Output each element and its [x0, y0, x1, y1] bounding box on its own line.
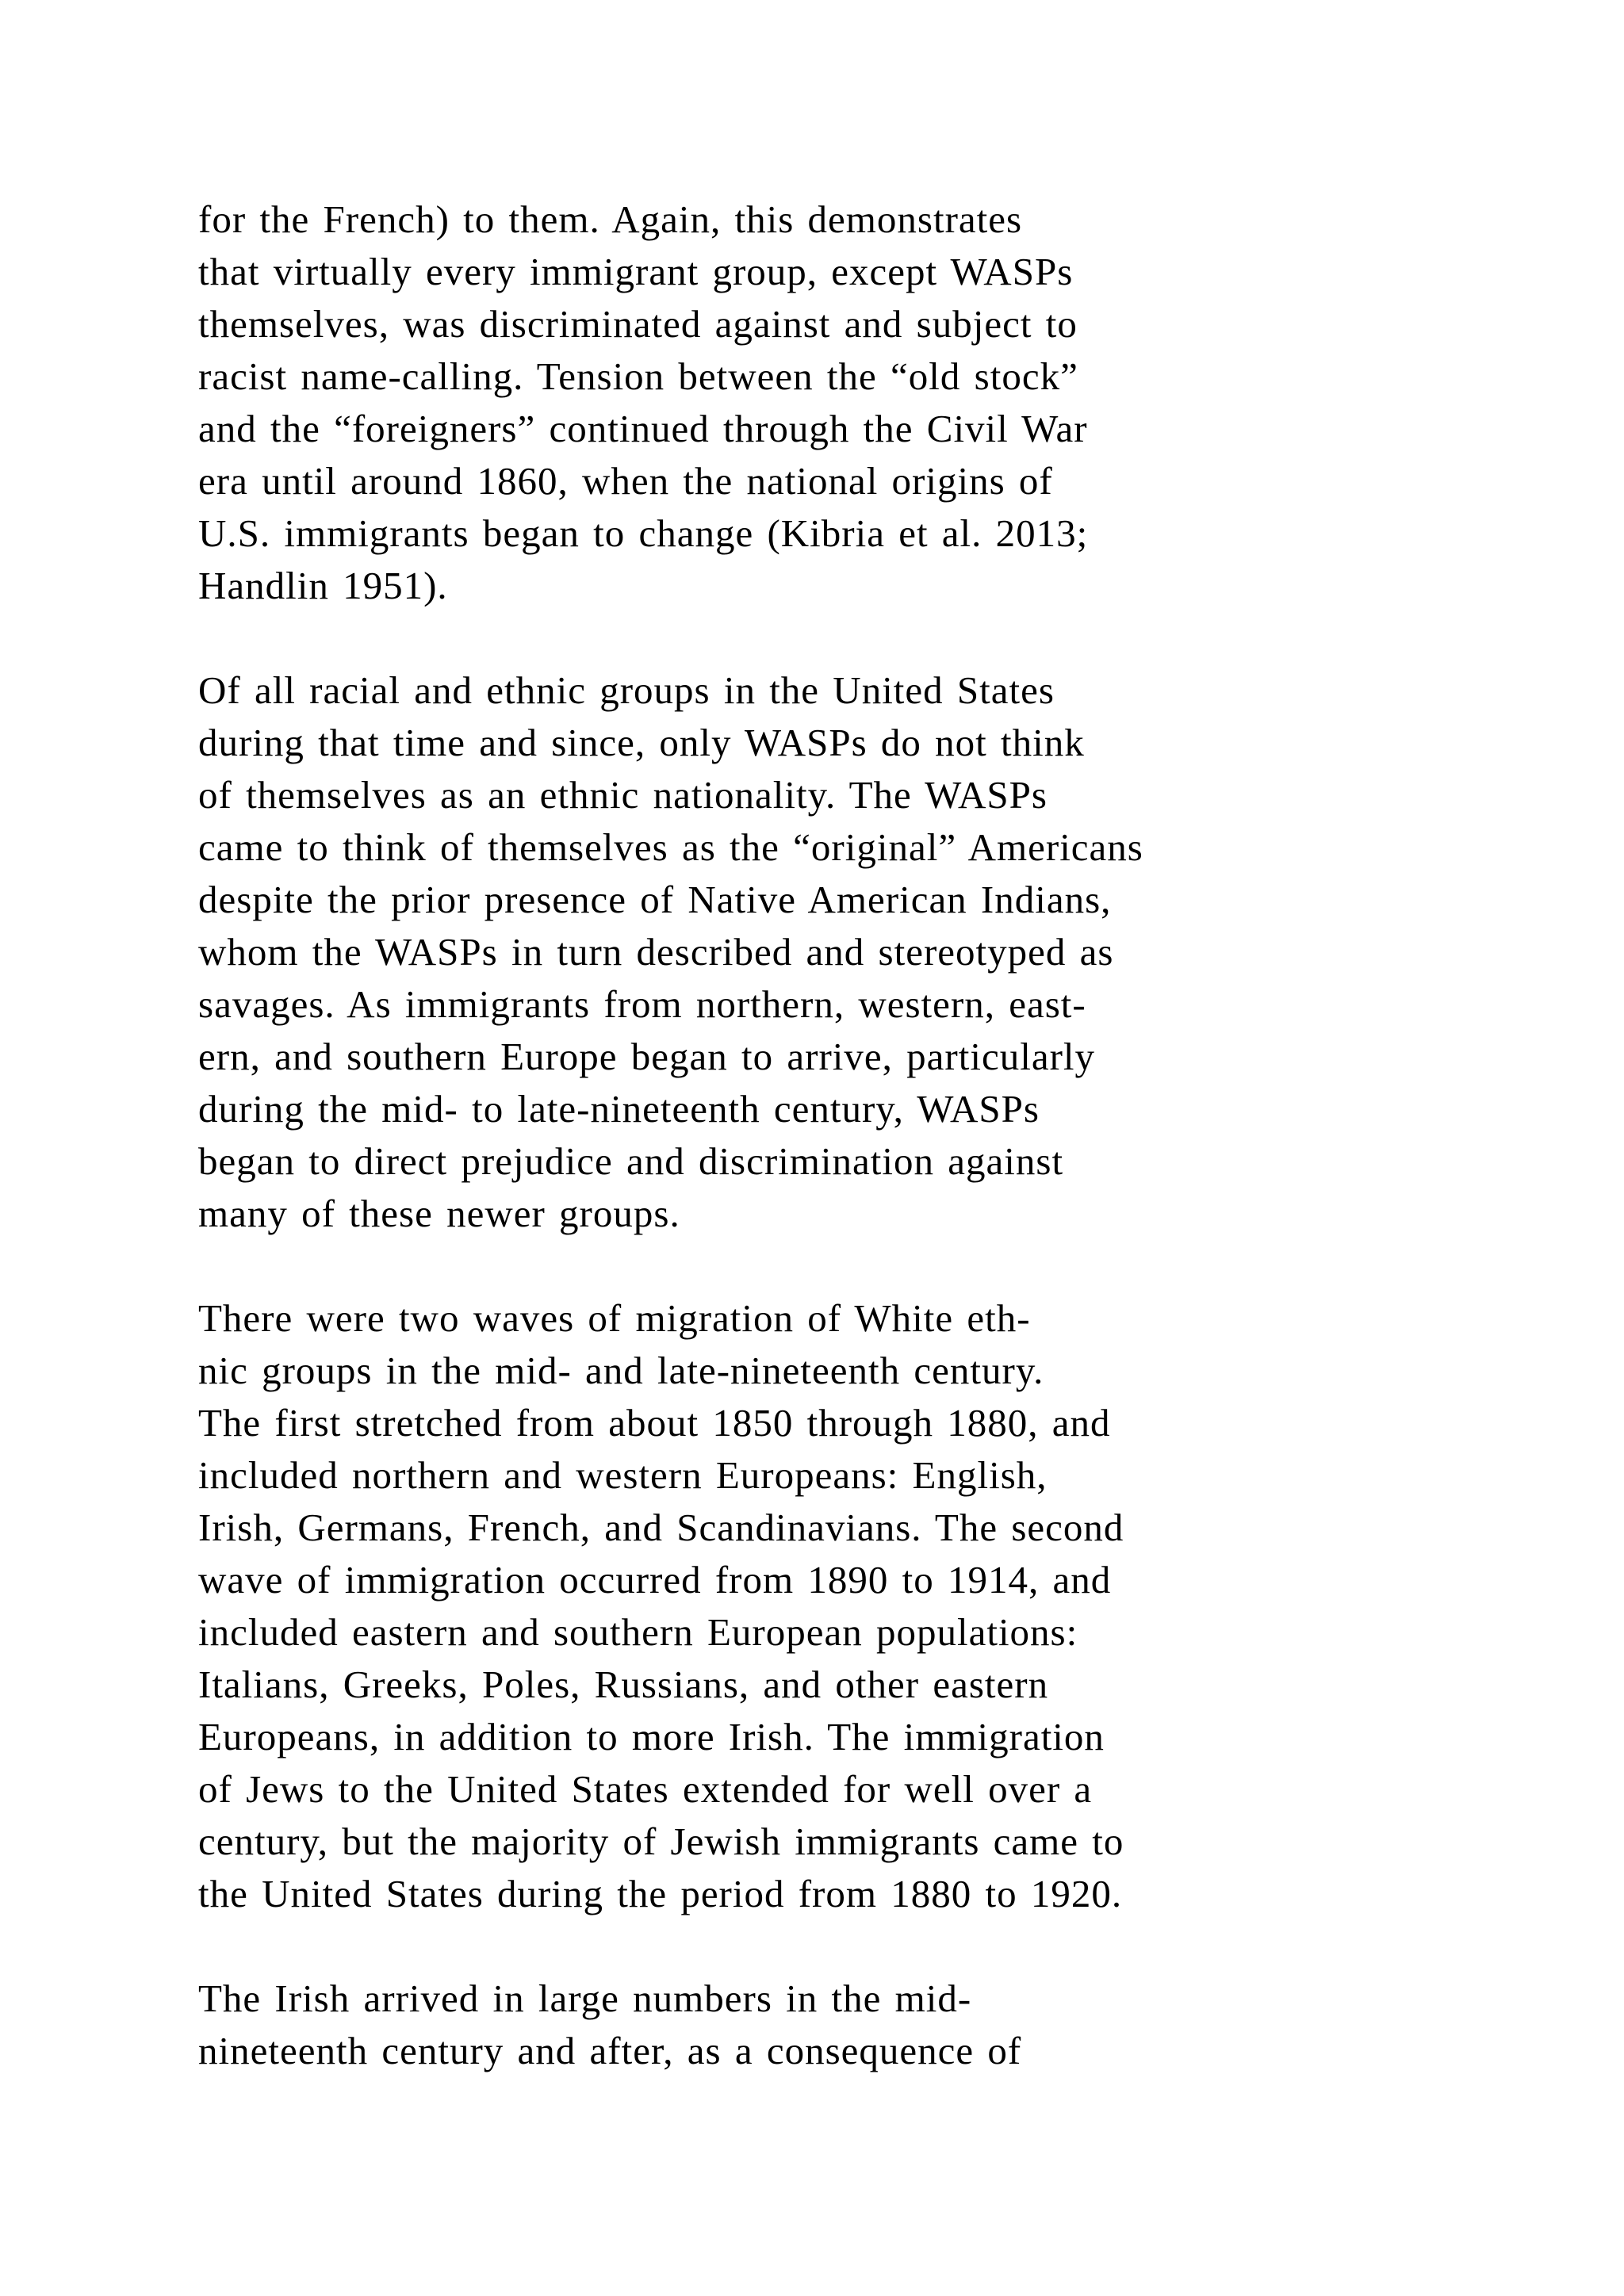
text-line: during the mid- to late-nineteenth century, WASPs [198, 1087, 1040, 1131]
paragraph-spacer [198, 1240, 1546, 1292]
paragraph-2 [198, 664, 1546, 1240]
text-line: of Jews to the United States extended for well over a [198, 1767, 1093, 1811]
text-line: century, but the majority of Jewish immigrants came to [198, 1820, 1124, 1863]
text-line: The first stretched from about 1850 through 1880, and [198, 1401, 1111, 1445]
text-line: ern, and southern Europe began to arrive, particularly [198, 1035, 1096, 1078]
paragraph-spacer [198, 1920, 1546, 1973]
paragraph-4 [198, 1973, 1546, 2077]
text-line: The Irish arrived in large numbers in the mid- [198, 1976, 972, 2020]
text-line: that virtually every immigrant group, except WASPs [198, 250, 1074, 293]
text-line: and the “foreigners” continued through the Civil War [198, 407, 1088, 450]
text-line: included eastern and southern European populations: [198, 1610, 1078, 1654]
text-line: nineteenth century and after, as a consequence of [198, 2029, 1022, 2072]
text-line: many of these newer groups. [198, 1192, 680, 1235]
text-line: nic groups in the mid- and late-nineteenth century. [198, 1349, 1044, 1392]
text-line: during that time and since, only WASPs do not think [198, 721, 1085, 764]
text-line: began to direct prejudice and discrimination against [198, 1139, 1064, 1183]
text-line: came to think of themselves as the “original” Americans [198, 825, 1143, 869]
text-line: themselves, was discriminated against and subject to [198, 302, 1078, 346]
text-line: wave of immigration occurred from 1890 to 1914, and [198, 1558, 1112, 1601]
text-line: despite the prior presence of Native American Indians, [198, 878, 1112, 921]
text-line: There were two waves of migration of White eth- [198, 1296, 1031, 1340]
text-line: of themselves as an ethnic nationality. The WASPs [198, 773, 1048, 817]
text-line: era until around 1860, when the national origins of [198, 459, 1053, 503]
paragraph-1 [198, 193, 1546, 612]
text-line: included northern and western Europeans: English, [198, 1453, 1048, 1497]
paragraph-3 [198, 1292, 1546, 1920]
text-line: Italians, Greeks, Poles, Russians, and other eastern [198, 1663, 1049, 1706]
text-line: for the French) to them. Again, this demonstrates [198, 197, 1023, 241]
text-line: Europeans, in addition to more Irish. The immigration [198, 1715, 1105, 1758]
text-line: the United States during the period from 1880 to 1920. [198, 1872, 1123, 1915]
text-line: Of all racial and ethnic groups in the United States [198, 668, 1055, 712]
text-line: savages. As immigrants from northern, western, east- [198, 982, 1086, 1026]
text-line: Handlin 1951). [198, 564, 448, 607]
text-line: Irish, Germans, French, and Scandinavians. The second [198, 1506, 1124, 1549]
body-text [198, 193, 1546, 2077]
paragraph-spacer [198, 612, 1546, 664]
text-line: whom the WASPs in turn described and stereotyped as [198, 930, 1114, 974]
text-line: racist name-calling. Tension between the “old stock” [198, 354, 1078, 398]
text-line: U.S. immigrants began to change (Kibria et al. 2013; [198, 511, 1089, 555]
